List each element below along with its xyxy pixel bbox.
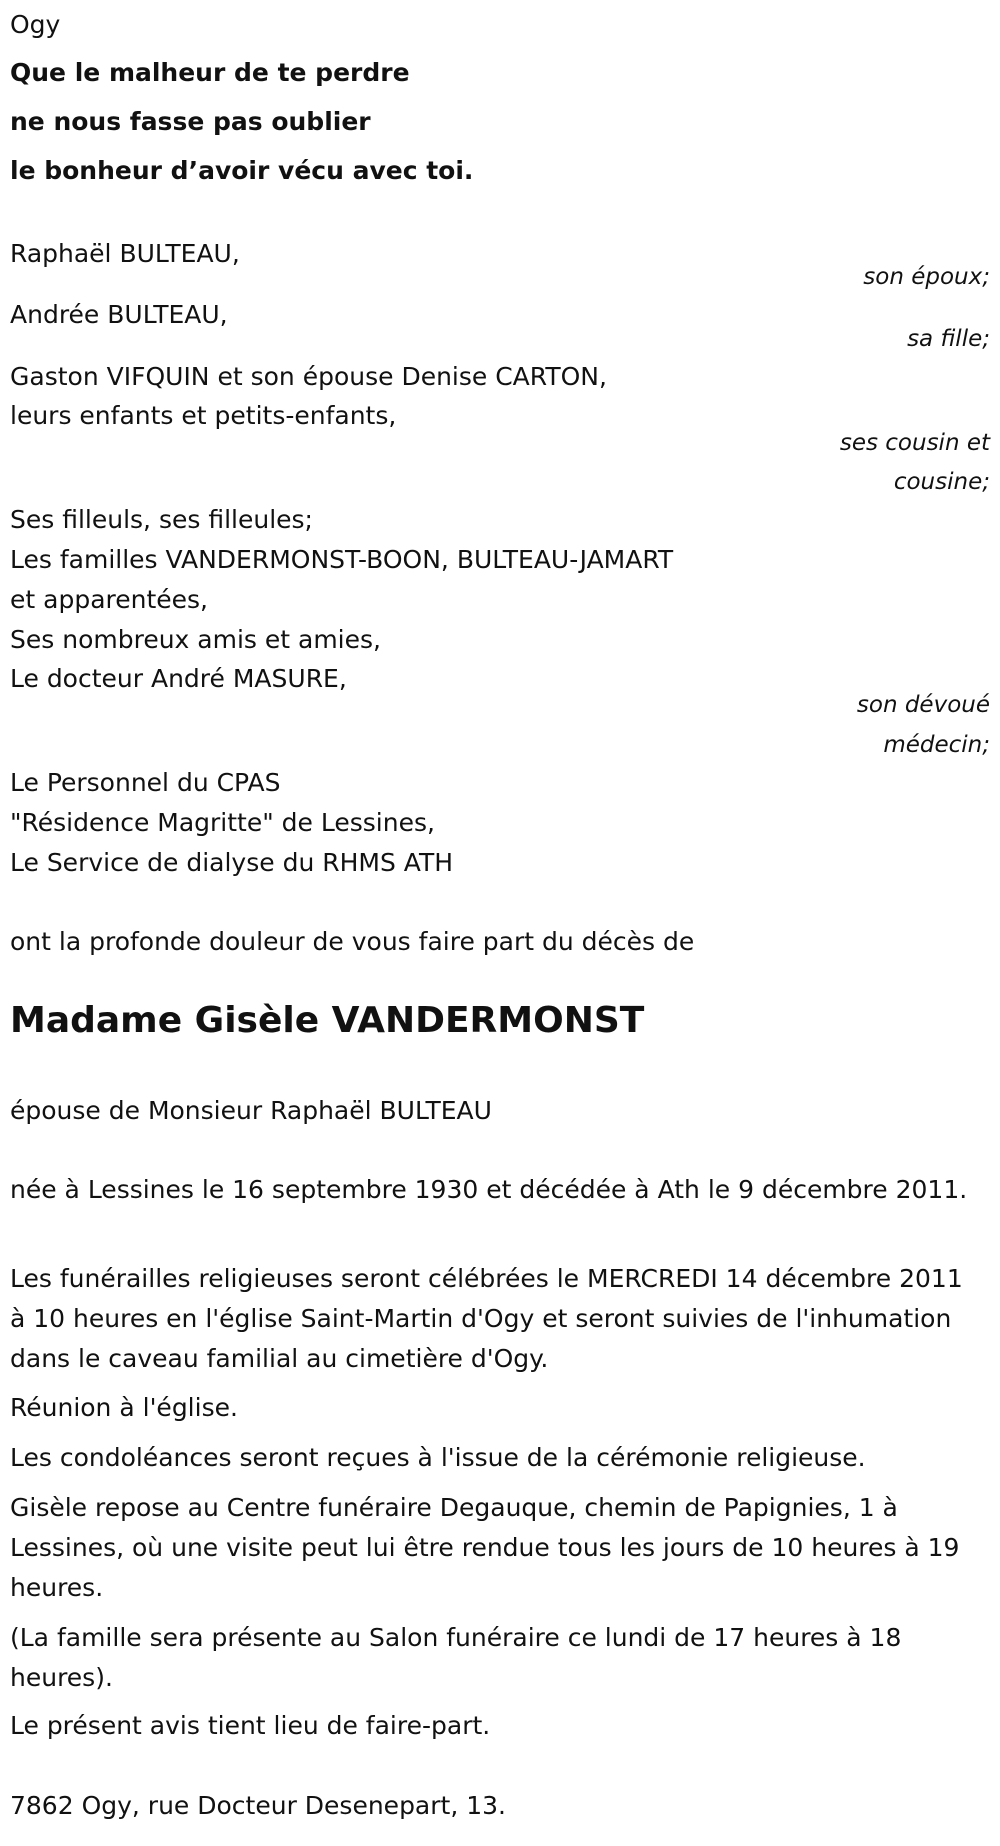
mourner-relation: sa fille; [907, 326, 990, 352]
verse-line: Que le malheur de te perdre [10, 58, 410, 87]
mourner-name: Ses filleuls, ses filleules; [10, 505, 313, 534]
mourner-relation: cousine; [893, 469, 990, 495]
detail-paragraph: Gisèle repose au Centre funéraire Degauque, chemin de Papignies, 1 à Lessines, où une visite peut lui être rendue tous les jours de 10 heures à 19 heures. [10, 1493, 960, 1602]
mourner-relation: son dévoué [856, 692, 990, 718]
spouse-line: épouse de Monsieur Raphaël BULTEAU [10, 1096, 492, 1125]
detail-paragraph: (La famille sera présente au Salon funéraire ce lundi de 17 heures à 18 heures). [10, 1623, 902, 1692]
detail-paragraph: née à Lessines le 16 septembre 1930 et décédée à Ath le 9 décembre 2011. [10, 1175, 968, 1204]
verse-line: ne nous fasse pas oublier [10, 107, 371, 136]
mourner-name: Raphaël BULTEAU, [10, 239, 240, 268]
mourner-name: Ses nombreux amis et amies, [10, 625, 381, 654]
mourner-name: Le docteur André MASURE, [10, 664, 347, 693]
mourner-relation: ses cousin et [839, 430, 990, 456]
detail-paragraph: Le présent avis tient lieu de faire-part. [10, 1711, 491, 1740]
verse-line: le bonheur d’avoir vécu avec toi. [10, 156, 474, 185]
detail-paragraph: Les funérailles religieuses seront célébrées le MERCREDI 14 décembre 2011 à 10 heures en l'église Saint-Martin d'Ogy et seront suivies de l'inhumation dans le caveau familial au cimetière d'Ogy. [10, 1264, 963, 1373]
mourner-name: Les familles VANDERMONST-BOON, BULTEAU-JAMART [10, 545, 674, 574]
mourner-name: et apparentées, [10, 585, 208, 614]
detail-paragraph: Réunion à l'église. [10, 1393, 238, 1422]
mourner-relation: son époux; [863, 264, 990, 290]
mourner-relation: médecin; [883, 732, 990, 758]
announcement-text: ont la profonde douleur de vous faire part du décès de [10, 927, 695, 956]
address-line: 7862 Ogy, rue Docteur Desenepart, 13. [10, 1791, 506, 1820]
mourner-name: Andrée BULTEAU, [10, 300, 228, 329]
detail-paragraph: Les condoléances seront reçues à l'issue de la cérémonie religieuse. [10, 1443, 866, 1472]
mourner-name: Le Personnel du CPAS [10, 768, 281, 797]
location-heading: Ogy [10, 10, 61, 39]
mourner-name: leurs enfants et petits-enfants, [10, 401, 397, 430]
mourner-name: Le Service de dialyse du RHMS ATH [10, 848, 454, 877]
deceased-name: Madame Gisèle VANDERMONST [10, 1000, 645, 1041]
mourner-name: Gaston VIFQUIN et son épouse Denise CARTON, [10, 362, 607, 391]
mourner-name: "Résidence Magritte" de Lessines, [10, 808, 435, 837]
